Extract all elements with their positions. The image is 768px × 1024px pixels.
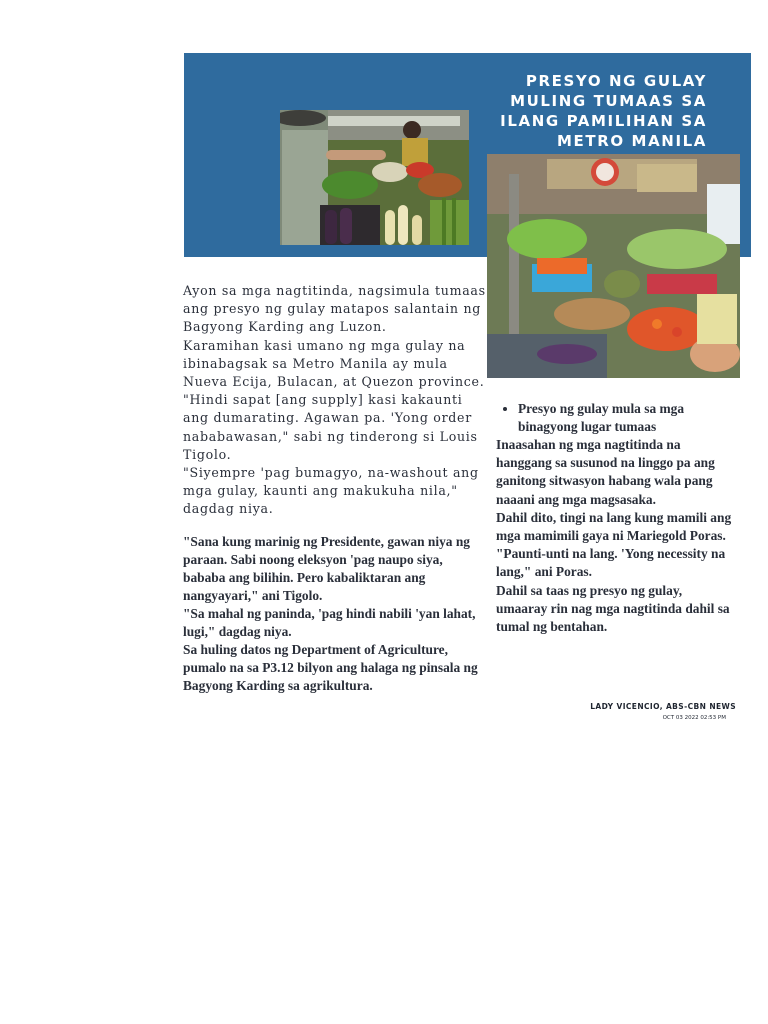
market-photo-stall: [487, 154, 740, 378]
dateline: OCT 03 2022 02:53 PM: [662, 715, 726, 721]
headline: PRESYO NG GULAY MULING TUMAAS SA ILANG PAMILIHAN SA METRO MANILA: [500, 72, 707, 150]
market-photo-vendor: [280, 110, 469, 245]
byline: LADY VICENCIO, ABS-CBN NEWS: [590, 702, 736, 711]
bullet-list: [496, 400, 736, 436]
left-column: [183, 282, 488, 695]
right-column: [496, 400, 736, 636]
bullet-item: • Presyo ng gulay mula sa mga binagyong lugar tumaas: [518, 400, 736, 436]
article-paragraph-1: Ayon sa mga nagtitinda, nagsimula tumaas ang presyo ng gulay matapos salantain ng Bagyong Karding ang Luzon. Karamihan kasi umano ng mga gulay na ibinabagsak sa Metro Manila ay mula Nueva Ecija, Bulacan, at Quezon province. "Hindi sapat [ang supply] kasi kakaunti ang dumarating. Agawan pa. 'Yong order nababawasan," sabi ng tinderong si Louis Tigolo. "Siyempre 'pag bumagyo, na-washout ang mga gulay, kaunti ang makukuha nila," dagdag niya.: [183, 283, 486, 517]
article-paragraph-2: "Sana kung marinig ng Presidente, gawan niya ng paraan. Sabi noong eleksyon 'pag naupo siya, bababa ang bilihin. Pero kabaliktaran ang nangyayari," ani Tigolo. "Sa mahal ng paninda, 'pag hindi nabili 'yan lahat, lugi," dagdag niya. Sa huling datos ng Department of Agriculture, pumalo na sa P3.12 bilyon ang halaga ng pinsala ng Bagyong Karding sa agrikultura.: [183, 533, 478, 693]
article-paragraph-3: Inaasahan ng mga nagtitinda na hanggang sa susunod na linggo pa ang ganitong sitwasyon habang wala pang naaani ang mga magsasaka. Dahil dito, tingi na lang kung mamili ang mga mamimili gaya ni Mariegold Poras. "Paunti-unti na lang. 'Yong necessity na lang," ani Poras. Dahil sa taas ng presyo ng gulay, umaaray rin nag mga nagtitinda dahil sa tumal ng bentahan.: [496, 437, 732, 635]
